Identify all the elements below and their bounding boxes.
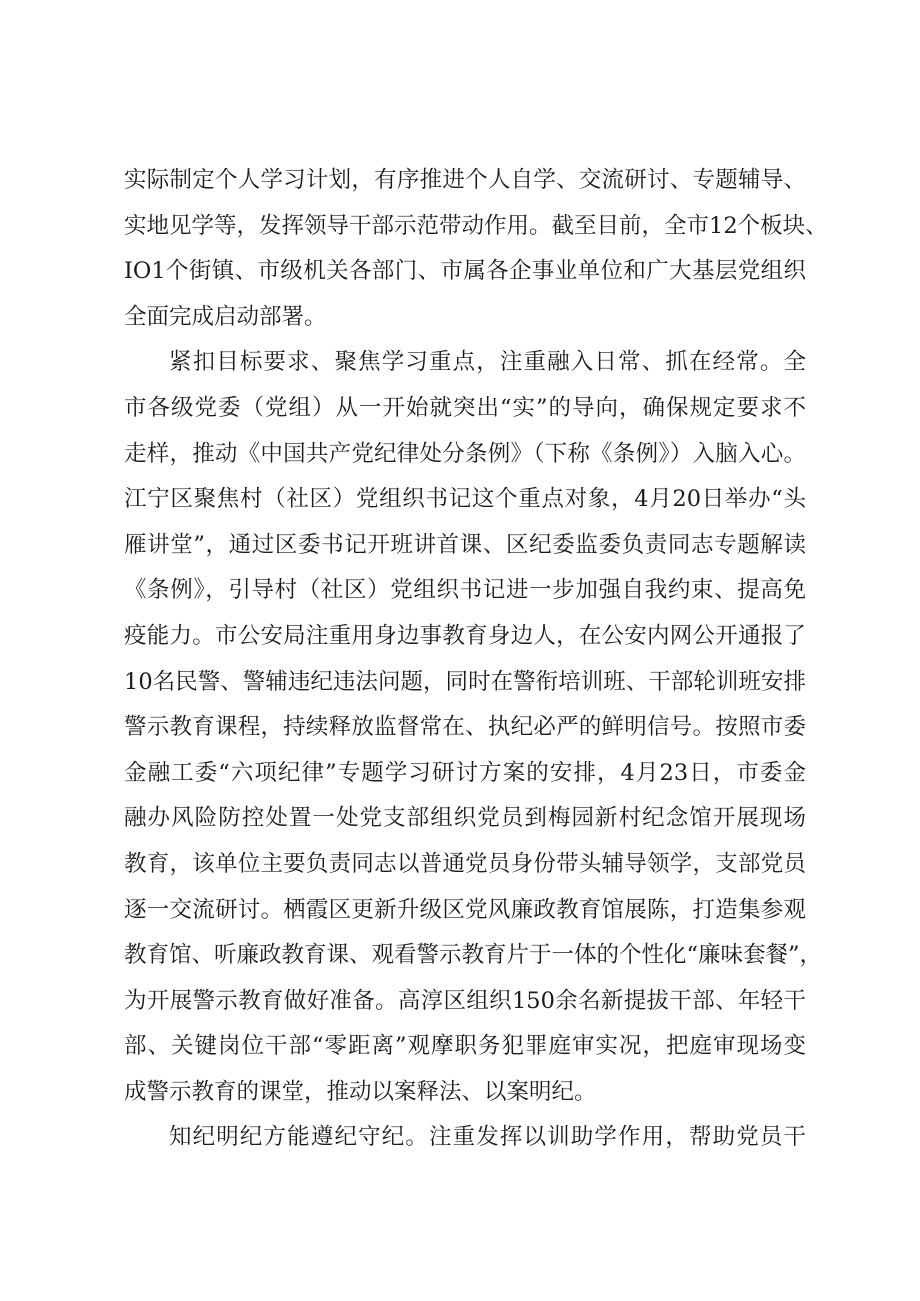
text-line: 知纪明纪方能遵纪守纪。注重发挥以训助学作用，帮助党员干: [169, 1124, 806, 1151]
text-line: 教育馆、听廉政教育课、观看警示教育片于一体的个性化“廉味套餐”，: [124, 942, 823, 969]
text-line: 为开展警示教育做好准备。高淳区组织150余名新提拔干部、年轻干: [124, 987, 806, 1014]
text-line: 教育，该单位主要负责同志以普通党员身份带头辅导领学，支部党员: [124, 850, 806, 877]
text-line: 江宁区聚焦村（社区）党组织书记这个重点对象，4月20日举办“头: [124, 486, 806, 513]
text-line: 实际制定个人学习计划，有序推进个人自学、交流研讨、专题辅导、: [124, 167, 806, 193]
text-line: 逐一交流研讨。栖霞区更新升级区党风廉政教育馆展陈，打造集参观: [124, 896, 806, 923]
text-line: 警示教育课程，持续释放监督常在、执纪必严的鲜明信号。按照市委: [124, 714, 806, 741]
text-line: 部、关键岗位干部“零距离”观摩职务犯罪庭审实况，把庭审现场变: [124, 1033, 806, 1060]
text-line: 紧扣目标要求、聚焦学习重点，注重融入日常、抓在经常。全: [169, 349, 806, 376]
document-body: [124, 158, 828, 1161]
text-line: 疫能力。市公安局注重用身边事教育身边人，在公安内网公开通报了: [124, 622, 806, 649]
text-line: 市各级党委（党组）从一开始就突出“实”的导向，确保规定要求不: [124, 394, 806, 421]
text-line: 雁讲堂”，通过区委书记开班讲首课、区纪委监委负责同志专题解读: [124, 531, 806, 558]
text-line: 走样，推动《中国共产党纪律处分条例》（下称《条例》）入脑入心。: [124, 440, 806, 467]
paragraph-1: [124, 158, 828, 340]
text-line: IO1个街镇、市级机关各部门、市属各企事业单位和广大基层党组织: [124, 258, 806, 285]
text-line: 《条例》，引导村（社区）党组织书记进一步加强自我约束、提高免: [124, 577, 806, 604]
paragraph-3: [124, 1115, 806, 1161]
paragraph-2: [124, 340, 823, 1115]
text-line: 实地见学等，发挥领导干部示范带动作用。截至目前，全市12个板块、: [124, 212, 828, 239]
text-line: 全面完成启动部署。: [124, 303, 327, 330]
text-line: 10名民警、警辅违纪违法问题，同时在警衔培训班、干部轮训班安排: [124, 668, 806, 695]
text-line: 融办风险防控处置一处党支部组织党员到梅园新村纪念馆开展现场: [124, 805, 806, 832]
text-line: 成警示教育的课堂，推动以案释法、以案明纪。: [124, 1078, 597, 1105]
text-line: 金融工委“六项纪律”专题学习研讨方案的安排，4月23日，市委金: [124, 759, 806, 786]
